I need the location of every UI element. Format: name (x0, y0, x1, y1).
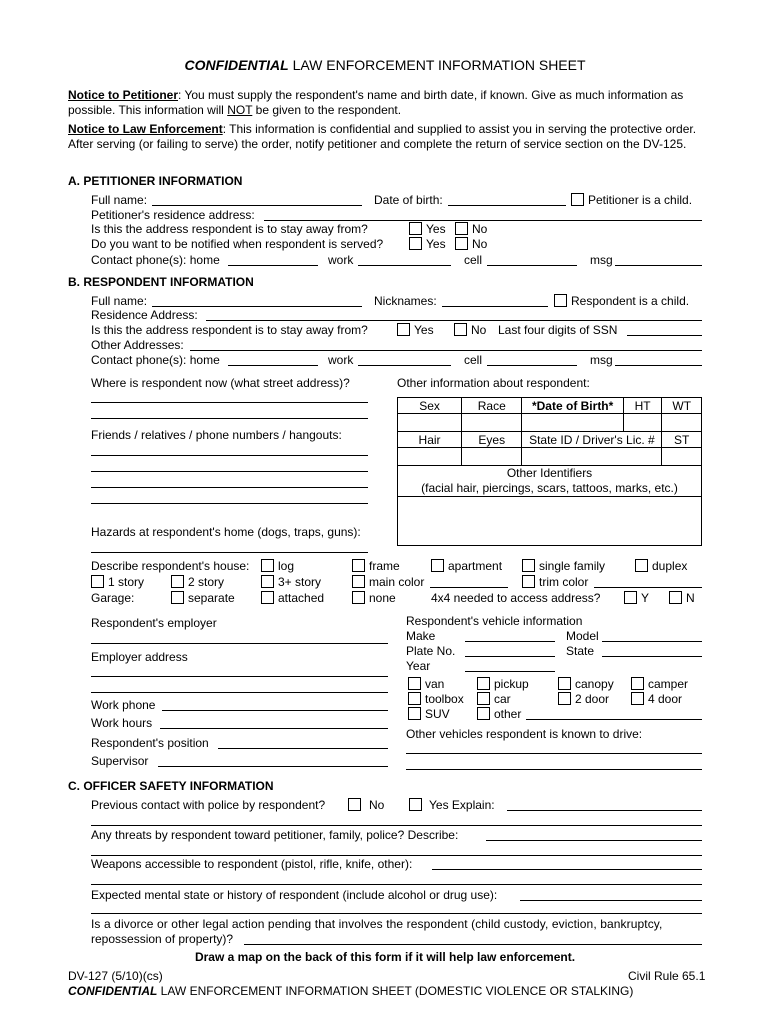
b-other-info-label: Other information about respondent: (397, 376, 590, 390)
id-hair-cell[interactable] (398, 448, 462, 466)
a-contact-label: Contact phone(s): home (91, 253, 220, 267)
a-child-checkbox[interactable] (571, 193, 584, 206)
b-friends-label: Friends / relatives / phone numbers / hangouts: (91, 428, 342, 442)
c-prev-yes-label: Yes Explain: (429, 798, 495, 812)
garage-attached-checkbox[interactable] (261, 591, 274, 604)
vehicle-year-label: Year (406, 659, 431, 673)
house-1-story-label: 1 story (108, 575, 145, 589)
b-other-addresses-label: Other Addresses: (91, 338, 184, 352)
house-apartment-checkbox[interactable] (431, 559, 444, 572)
b-cell-phone-field[interactable] (487, 365, 577, 366)
garage-none-checkbox[interactable] (352, 591, 365, 604)
a-notified-label: Do you want to be notified when respondent is served? (91, 237, 384, 251)
c-explain-line-2[interactable] (91, 825, 702, 826)
draw-map-note: Draw a map on the back of this form if it will help law enforcement. (194, 950, 576, 964)
vehicle-suv-checkbox[interactable] (408, 707, 421, 720)
c-mental-line-2[interactable] (91, 913, 702, 914)
employer-address-line-2[interactable] (91, 692, 388, 693)
id-dob-cell[interactable] (522, 414, 624, 432)
civil-rule: Civil Rule 65.1 (628, 969, 706, 983)
vehicle-2-door-checkbox[interactable] (558, 692, 571, 705)
employer-address-line-1[interactable] (91, 676, 388, 677)
b-cell-label: cell (464, 353, 483, 367)
house-2-story-label: 2 story (188, 575, 225, 589)
vehicle-car-checkbox[interactable] (477, 692, 490, 705)
vehicle-plate-field[interactable] (465, 656, 555, 657)
id-race-header: Race (462, 398, 522, 414)
work-phone-label: Work phone (91, 698, 156, 712)
house-trim-color-label: trim color (539, 575, 589, 589)
id-other-identifiers-hint: (facial hair, piercings, scars, tattoos, marks, etc.) (421, 481, 678, 495)
vehicle-other-label: other (494, 707, 522, 721)
vehicle-make-field[interactable] (465, 641, 555, 642)
title-confidential: CONFIDENTIAL (184, 57, 289, 73)
a-cell-phone-field[interactable] (487, 265, 577, 266)
b-full-name-field[interactable] (152, 306, 362, 307)
four-by-four-no-checkbox[interactable] (669, 591, 682, 604)
respondent-id-table (397, 397, 702, 546)
c-weapons-field[interactable] (432, 869, 702, 870)
house-apartment-label: apartment (448, 559, 503, 573)
b-friends-line-4[interactable] (91, 503, 368, 504)
house-duplex-label: duplex (652, 559, 688, 573)
id-license-header: State ID / Driver's Lic. # (522, 432, 662, 448)
garage-separate-label: separate (188, 591, 235, 605)
c-prev-yes-checkbox[interactable] (409, 798, 422, 811)
house-trim-color-field[interactable] (594, 587, 702, 588)
vehicle-toolbox-checkbox[interactable] (408, 692, 421, 705)
id-wt-cell[interactable] (662, 414, 702, 432)
a-notify-no-label: No (472, 237, 488, 251)
vehicle-plate-label: Plate No. (406, 644, 456, 658)
c-weapons-label: Weapons accessible to respondent (pistol, rifle, knife, other): (91, 857, 413, 871)
position-label: Respondent's position (91, 736, 209, 750)
c-explain-field[interactable] (507, 810, 702, 811)
c-mental-label: Expected mental state or history of respondent (include alcohol or drug use): (91, 888, 498, 902)
vehicle-pickup-label: pickup (494, 677, 529, 691)
vehicle-toolbox-label: toolbox (425, 692, 464, 706)
a-notify-yes-checkbox[interactable] (409, 237, 422, 250)
vehicle-camper-checkbox[interactable] (631, 677, 644, 690)
other-vehicles-label: Other vehicles respondent is known to drive: (406, 727, 643, 741)
a-notify-yes-label: Yes (426, 237, 446, 251)
b-child-label: Respondent is a child. (571, 294, 690, 308)
notice-petitioner: Notice to Petitioner: You must supply the respondent's name and birth date, if known. Give as much information as possible. This information will NOT be given to the respondent. (68, 88, 684, 117)
a-residence-field[interactable] (264, 220, 702, 221)
work-phone-field[interactable] (162, 710, 388, 711)
a-stay-no-checkbox[interactable] (455, 222, 468, 235)
notice-law-enforcement: Notice to Law Enforcement: This information is confidential and supplied to assist you in serving the protective order. After serving (or failing to serve) the order, notify petitioner and complete the return of service section on the DV-125. (68, 122, 697, 151)
work-hours-label: Work hours (91, 716, 153, 730)
b-ssn-label: Last four digits of SSN (498, 323, 618, 337)
a-stay-yes-checkbox[interactable] (409, 222, 422, 235)
four-by-four-yes-checkbox[interactable] (624, 591, 637, 604)
house-3-story-label: 3+ story (278, 575, 322, 589)
vehicle-canopy-checkbox[interactable] (558, 677, 571, 690)
vehicle-car-label: car (494, 692, 511, 706)
id-st-cell[interactable] (662, 448, 702, 466)
four-by-four-label: 4x4 needed to access address? (431, 591, 601, 605)
a-home-phone-field[interactable] (228, 265, 318, 266)
four-by-four-no-label: N (686, 591, 695, 605)
vehicle-make-label: Make (406, 629, 436, 643)
b-ssn-field[interactable] (627, 335, 702, 336)
a-work-label: work (328, 253, 354, 267)
house-log-checkbox[interactable] (261, 559, 274, 572)
b-nicknames-field[interactable] (442, 306, 548, 307)
b-friends-line-2[interactable] (91, 471, 368, 472)
id-st-header: ST (662, 432, 702, 448)
house-frame-checkbox[interactable] (352, 559, 365, 572)
other-vehicles-line-2[interactable] (406, 769, 702, 770)
b-contact-label: Contact phone(s): home (91, 353, 220, 367)
b-nicknames-label: Nicknames: (374, 294, 437, 308)
vehicle-suv-label: SUV (425, 707, 450, 721)
other-vehicles-line-1[interactable] (406, 753, 702, 754)
footer-title (68, 984, 633, 998)
b-where-now-label: Where is respondent now (what street address)? (91, 376, 350, 390)
b-hazards-label: Hazards at respondent's home (dogs, traps, guns): (91, 525, 361, 539)
c-threats-label: Any threats by respondent toward petitioner, family, police? Describe: (91, 828, 459, 842)
house-frame-label: frame (369, 559, 400, 573)
supervisor-field[interactable] (158, 766, 388, 767)
b-other-addresses-field[interactable] (190, 350, 702, 351)
garage-separate-checkbox[interactable] (171, 591, 184, 604)
vehicle-info-label: Respondent's vehicle information (406, 614, 583, 628)
vehicle-model-field[interactable] (602, 641, 702, 642)
garage-attached-label: attached (278, 591, 325, 605)
b-stay-no-label: No (471, 323, 487, 337)
section-c-heading: C. OFFICER SAFETY INFORMATION (68, 779, 274, 793)
vehicle-canopy-label: canopy (575, 677, 614, 691)
garage-label: Garage: (91, 591, 135, 605)
house-trim-color-checkbox[interactable] (522, 575, 535, 588)
b-msg-label: msg (590, 353, 613, 367)
c-threats-line-2[interactable] (91, 855, 702, 856)
id-eyes-cell[interactable] (462, 448, 522, 466)
vehicle-4-door-label: 4 door (648, 692, 683, 706)
b-stay-no-checkbox[interactable] (454, 323, 467, 336)
id-sex-cell[interactable] (398, 414, 462, 432)
b-where-now-line-1[interactable] (91, 402, 368, 403)
b-stay-yes-label: Yes (414, 323, 434, 337)
house-duplex-checkbox[interactable] (635, 559, 648, 572)
a-stay-away-label: Is this the address respondent is to stay away from? (91, 222, 368, 236)
footer-rest: LAW ENFORCEMENT INFORMATION SHEET (DOMESTIC VIOLENCE OR STALKING) (160, 984, 634, 998)
house-single-family-checkbox[interactable] (522, 559, 535, 572)
house-main-color-field[interactable] (430, 587, 508, 588)
id-eyes-header: Eyes (462, 432, 522, 448)
c-prev-no-label: No (369, 798, 385, 812)
supervisor-label: Supervisor (91, 754, 149, 768)
c-weapons-line-2[interactable] (91, 884, 702, 885)
c-divorce-label-2: repossession of property)? (91, 932, 234, 946)
id-race-cell[interactable] (462, 414, 522, 432)
b-hazards-line[interactable] (91, 552, 368, 553)
vehicle-2-door-label: 2 door (575, 692, 610, 706)
form-id: DV-127 (5/10)(cs) (68, 969, 163, 983)
b-describe-house-label: Describe respondent's house: (91, 559, 250, 573)
vehicle-other-field[interactable] (526, 719, 702, 720)
a-work-phone-field[interactable] (358, 265, 451, 266)
vehicle-state-field[interactable] (602, 656, 702, 657)
b-friends-line-3[interactable] (91, 487, 368, 488)
a-residence-label: Petitioner's residence address: (91, 208, 255, 222)
id-dob-header: *Date of Birth* (522, 398, 624, 414)
a-child-label: Petitioner is a child. (588, 193, 693, 207)
vehicle-van-label: van (425, 677, 445, 691)
title-rest: LAW ENFORCEMENT INFORMATION SHEET (292, 57, 586, 73)
section-b-heading: B. RESPONDENT INFORMATION (68, 275, 254, 289)
a-cell-label: cell (464, 253, 483, 267)
b-home-phone-field[interactable] (228, 365, 318, 366)
house-log-label: log (278, 559, 295, 573)
vehicle-state-label: State (566, 644, 595, 658)
house-main-color-checkbox[interactable] (352, 575, 365, 588)
a-msg-phone-field[interactable] (615, 265, 702, 266)
position-field[interactable] (218, 748, 388, 749)
vehicle-4-door-checkbox[interactable] (631, 692, 644, 705)
c-prev-contact-label: Previous contact with police by respondent? (91, 798, 326, 812)
employer-label: Respondent's employer (91, 616, 217, 630)
house-1-story-checkbox[interactable] (91, 575, 104, 588)
b-full-name-label: Full name: (91, 294, 148, 308)
a-dob-field[interactable] (448, 205, 566, 206)
a-dob-label: Date of birth: (374, 193, 443, 207)
b-work-phone-field[interactable] (358, 365, 451, 366)
four-by-four-yes-label: Y (641, 591, 650, 605)
vehicle-pickup-checkbox[interactable] (477, 677, 490, 690)
id-other-identifiers-title: Other Identifiers (506, 466, 593, 480)
vehicle-camper-label: camper (648, 677, 689, 691)
vehicle-model-label: Model (566, 629, 599, 643)
b-friends-line-1[interactable] (91, 455, 368, 456)
c-mental-field[interactable] (520, 900, 702, 901)
a-full-name-field[interactable] (152, 205, 362, 206)
vehicle-van-checkbox[interactable] (408, 677, 421, 690)
c-threats-field[interactable] (486, 840, 702, 841)
b-residence-field[interactable] (206, 320, 702, 321)
b-work-label: work (328, 353, 354, 367)
section-a-heading: A. PETITIONER INFORMATION (68, 174, 243, 188)
house-main-color-label: main color (369, 575, 425, 589)
garage-none-label: none (369, 591, 396, 605)
vehicle-other-checkbox[interactable] (477, 707, 490, 720)
c-divorce-field[interactable] (244, 944, 702, 945)
id-sex-header: Sex (398, 398, 462, 414)
b-msg-phone-field[interactable] (615, 365, 702, 366)
employer-address-label: Employer address (91, 650, 188, 664)
a-notify-no-checkbox[interactable] (455, 237, 468, 250)
b-stay-away-label: Is this the address respondent is to stay away from? (91, 323, 368, 337)
b-child-checkbox[interactable] (554, 294, 567, 307)
id-other-identifiers-cell[interactable] (398, 497, 702, 546)
a-stay-yes-label: Yes (426, 222, 446, 236)
id-hair-header: Hair (398, 432, 462, 448)
b-where-now-line-2[interactable] (91, 418, 368, 419)
id-ht-header: HT (623, 398, 662, 414)
house-3-story-checkbox[interactable] (261, 575, 274, 588)
employer-field[interactable] (91, 643, 388, 644)
work-hours-field[interactable] (160, 728, 388, 729)
id-other-identifiers-header (398, 466, 702, 497)
id-license-cell[interactable] (522, 448, 662, 466)
house-single-family-label: single family (539, 559, 606, 573)
c-divorce-label-1: Is a divorce or other legal action pending that involves the respondent (child custody, eviction, bankruptcy, (91, 917, 663, 931)
c-prev-no-checkbox[interactable] (348, 798, 361, 811)
footer-confidential: CONFIDENTIAL (68, 984, 158, 998)
house-2-story-checkbox[interactable] (171, 575, 184, 588)
id-ht-cell[interactable] (623, 414, 662, 432)
b-residence-label: Residence Address: (91, 308, 198, 322)
a-full-name-label: Full name: (91, 193, 148, 207)
page-title (0, 57, 770, 73)
b-stay-yes-checkbox[interactable] (397, 323, 410, 336)
a-stay-no-label: No (472, 222, 488, 236)
id-wt-header: WT (662, 398, 702, 414)
a-msg-label: msg (590, 253, 613, 267)
vehicle-year-field[interactable] (465, 671, 555, 672)
